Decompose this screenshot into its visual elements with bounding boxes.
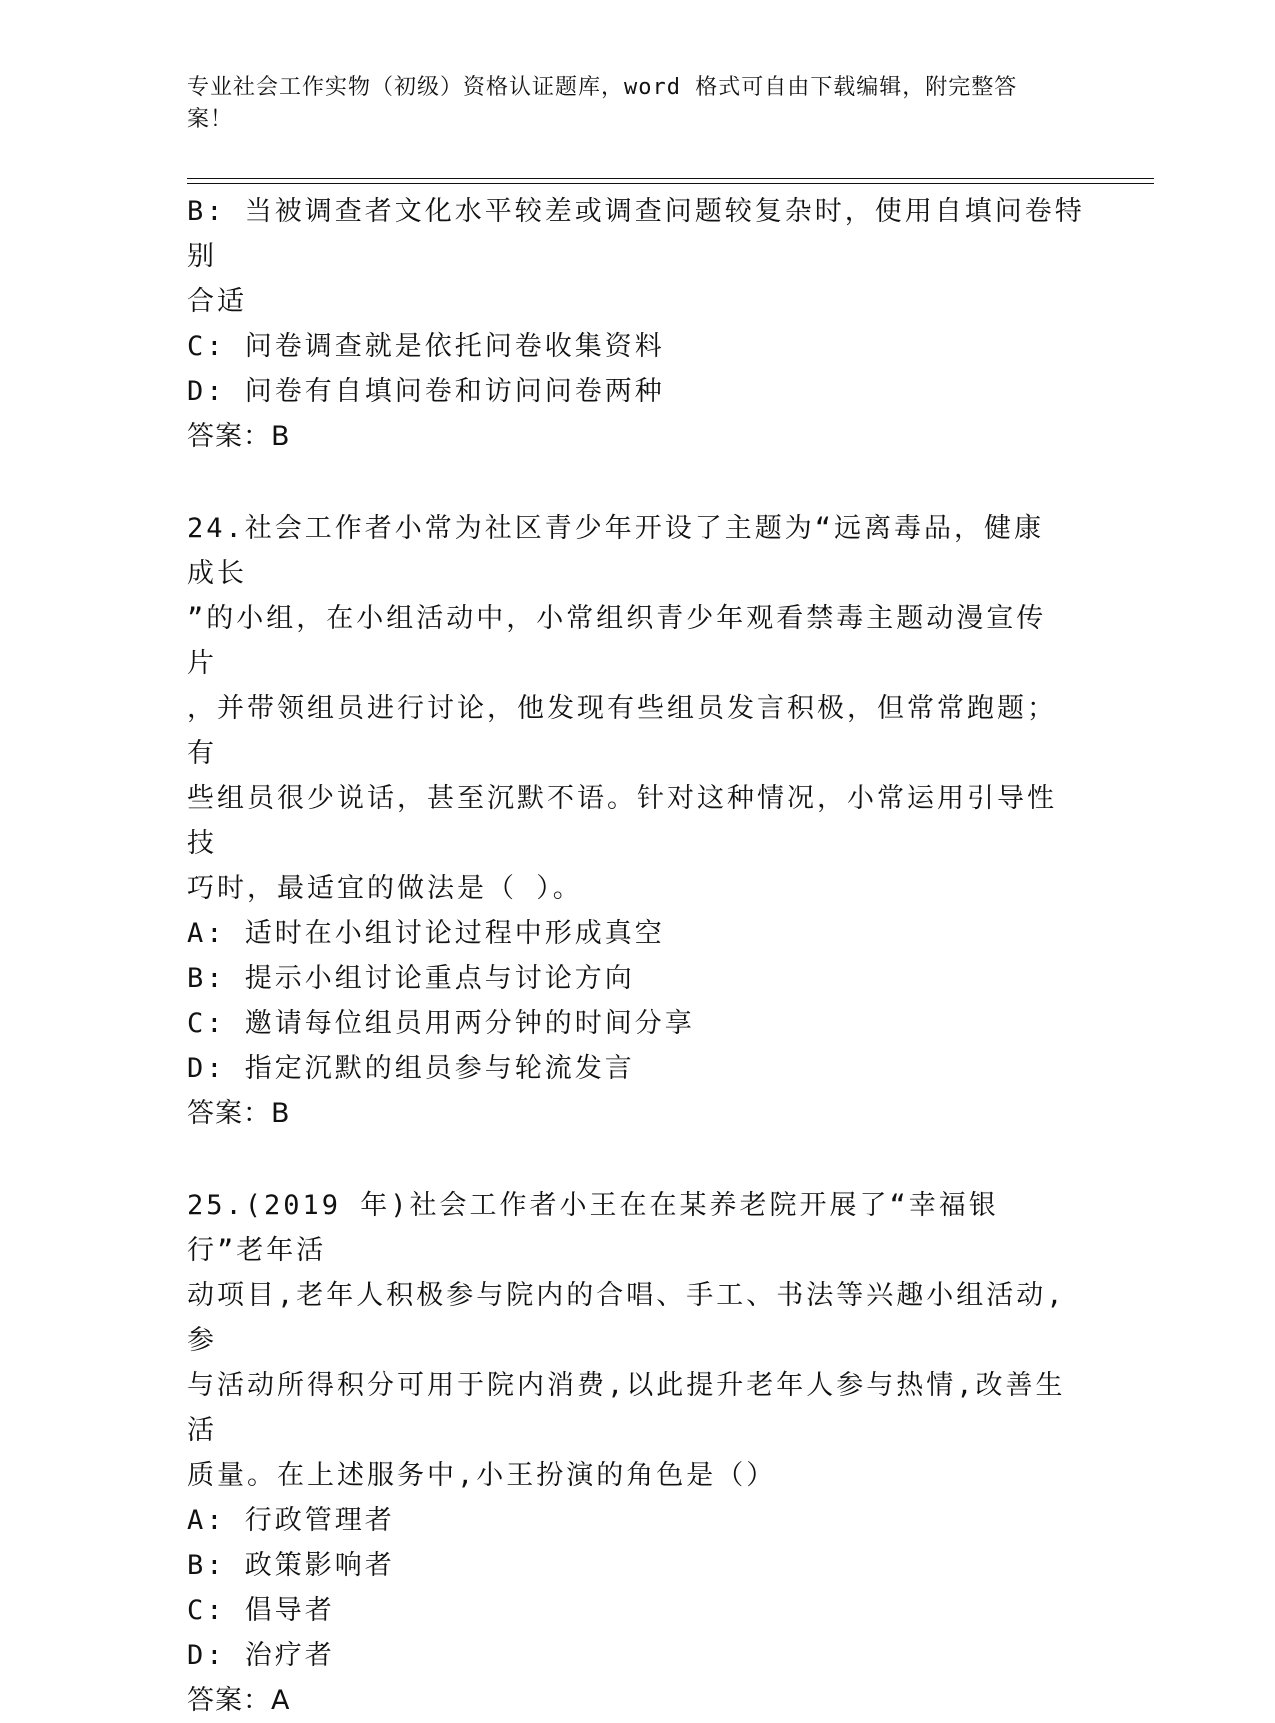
answer: 答案：B: [187, 1098, 291, 1129]
header-divider-top: [187, 178, 1154, 179]
question-stem-line: ，并带领组员进行讨论，他发现有些组员发言积极，但常常跑题；有: [187, 693, 1057, 769]
option-c: C: 倡导者: [187, 1595, 335, 1626]
option-c: C: 问卷调查就是依托问卷收集资料: [187, 331, 665, 362]
spacer: [187, 1136, 1087, 1183]
option-d: D: 治疗者: [187, 1640, 335, 1671]
question-stem-line: 动项目,老年人积极参与院内的合唱、手工、书法等兴趣小组活动,参: [187, 1280, 1066, 1356]
option-b-line-2: 合适: [187, 286, 247, 317]
answer: 答案：A: [187, 1685, 291, 1716]
option-a: A: 行政管理者: [187, 1505, 395, 1536]
answer: 答案：B: [187, 421, 291, 452]
question-stem-line: 25.(2019 年)社会工作者小王在在某养老院开展了“幸福银行”老年活: [187, 1190, 999, 1266]
question-stem-line: 巧时，最适宜的做法是（ ）。: [187, 873, 583, 904]
header-divider-bottom: [187, 183, 1154, 184]
question-24: [187, 506, 1087, 1136]
question-stem-line: ”的小组，在小组活动中，小常组织青少年观看禁毒主题动漫宣传片: [187, 603, 1047, 679]
option-b-line-1: B: 当被调查者文化水平较差或调查问题较复杂时，使用自填问卷特别: [187, 196, 1085, 272]
document-header: [187, 72, 1067, 136]
option-d: D: 指定沉默的组员参与轮流发言: [187, 1053, 635, 1084]
question-stem-line: 与活动所得积分可用于院内消费,以此提升老年人参与热情,改善生活: [187, 1370, 1066, 1446]
option-a: A: 适时在小组讨论过程中形成真空: [187, 918, 665, 949]
question-23: [187, 189, 1087, 459]
option-b: B: 政策影响者: [187, 1550, 395, 1581]
document-body: [187, 189, 1087, 1723]
option-b: B: 提示小组讨论重点与讨论方向: [187, 963, 635, 994]
question-stem-line: 24.社会工作者小常为社区青少年开设了主题为“远离毒品，健康成长: [187, 513, 1045, 589]
question-stem-line: 些组员很少说话，甚至沉默不语。针对这种情况，小常运用引导性技: [187, 783, 1057, 859]
question-stem-line: 质量。在上述服务中,小王扮演的角色是（）: [187, 1460, 777, 1491]
question-25: [187, 1183, 1087, 1723]
header-line-1: 专业社会工作实物（初级）资格认证题库，word 格式可自由下载编辑，附完整答: [187, 75, 1018, 100]
spacer: [187, 459, 1087, 506]
header-line-2: 案！: [187, 107, 234, 132]
option-c: C: 邀请每位组员用两分钟的时间分享: [187, 1008, 695, 1039]
option-d: D: 问卷有自填问卷和访问问卷两种: [187, 376, 665, 407]
